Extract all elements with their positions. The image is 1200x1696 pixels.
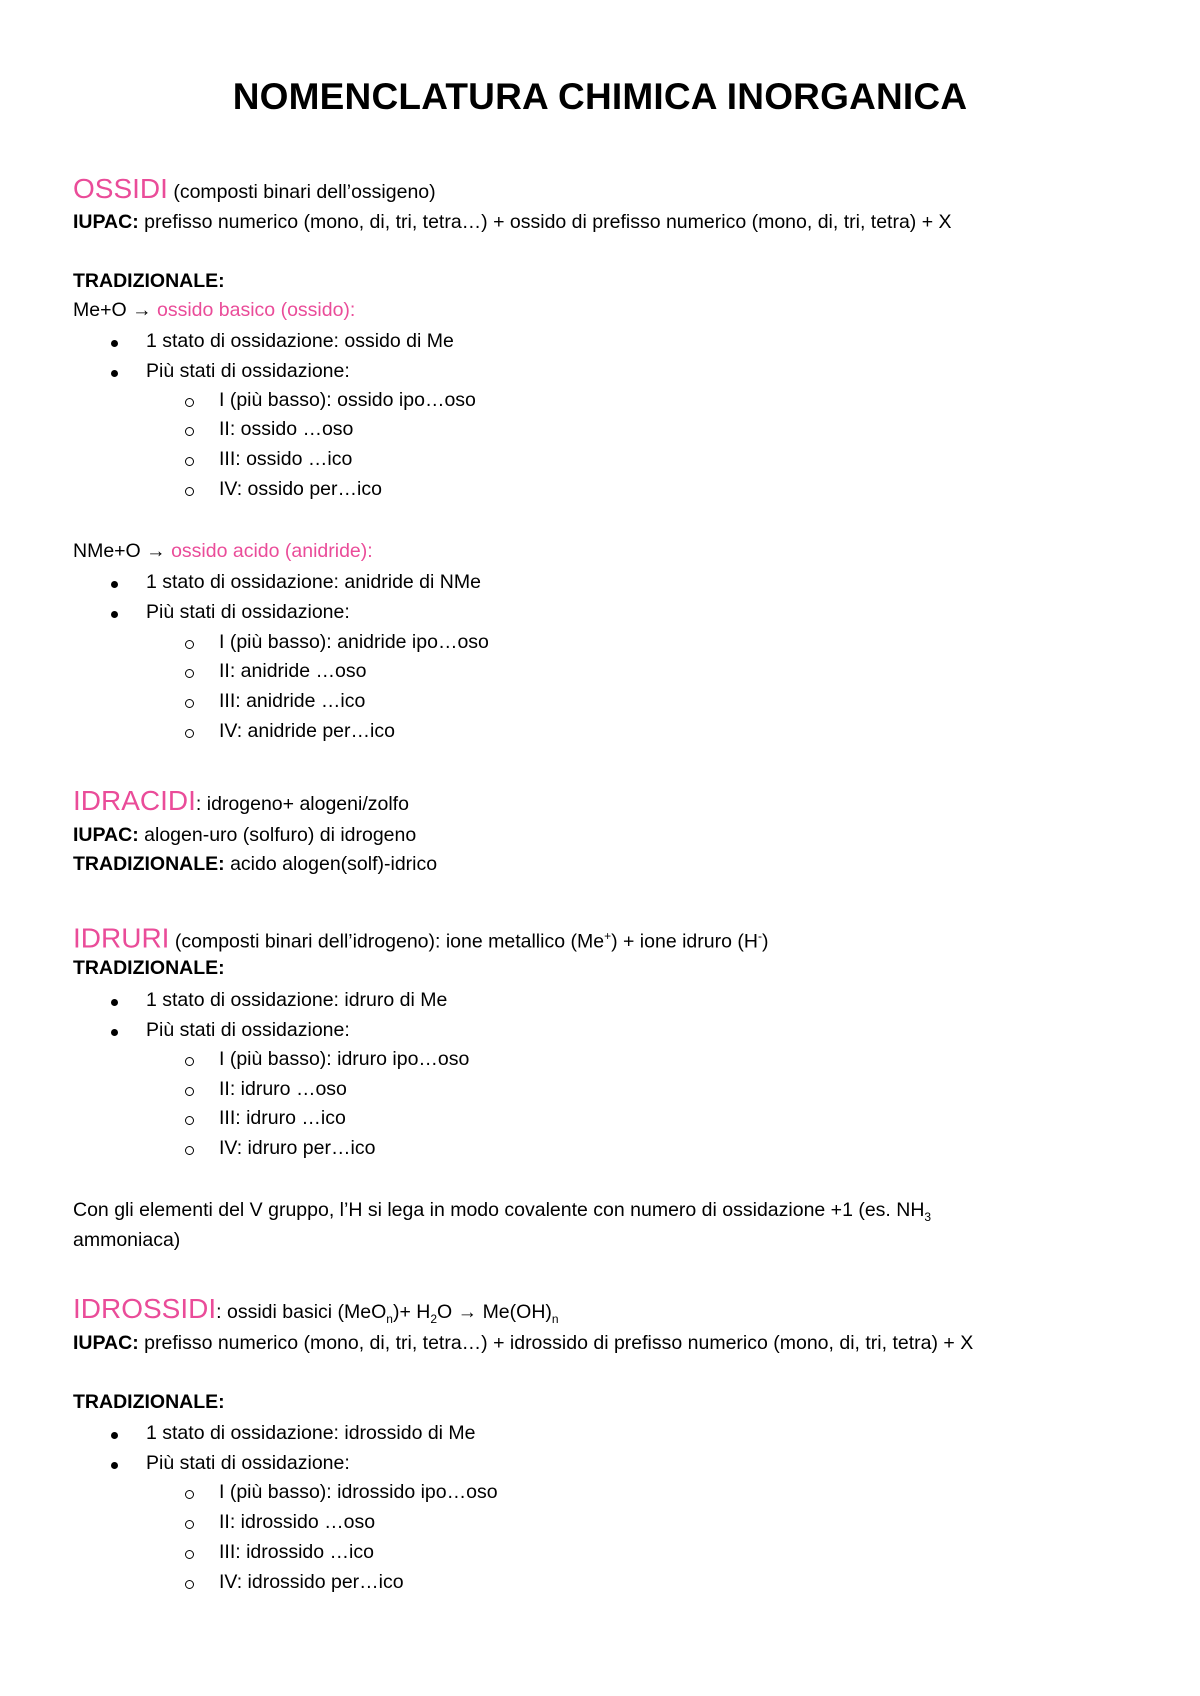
sub-list-item: IV: anidride per…ico	[219, 720, 395, 742]
sub-bullet-icon	[185, 640, 194, 649]
idracidi-subtitle: : idrogeno+ alogeni/zolfo	[195, 793, 409, 815]
bullet-icon	[111, 370, 118, 377]
sub-bullet-icon	[185, 669, 194, 678]
idrossidi-sub-c: O	[437, 1301, 453, 1323]
arrow-icon: →	[457, 1301, 478, 1323]
idracidi-iupac	[73, 823, 416, 847]
idrossidi-heading: IDROSSIDI	[73, 1293, 217, 1324]
sub-bullet-icon	[185, 487, 194, 496]
idrossidi-heading-line	[73, 1292, 559, 1336]
n-subscript: n	[386, 1311, 393, 1326]
acid-formula: NMe+O	[73, 540, 141, 562]
idruri-note-line-2: ammoniaca)	[73, 1229, 181, 1251]
sub-list-item: IV: idrossido per…ico	[219, 1571, 404, 1593]
idrossidi-iupac-text: prefisso numerico (mono, di, tri, tetra…) + idrossido di prefisso numerico (mono, di, tri, tetra) + X	[144, 1332, 974, 1354]
sub-list-item: III: ossido …ico	[219, 448, 353, 470]
sub-list-item: II: idruro …oso	[219, 1078, 347, 1100]
sub-list-item: III: anidride …ico	[219, 690, 366, 712]
plus-superscript: +	[604, 929, 612, 943]
ossidi-heading: OSSIDI	[73, 173, 168, 204]
sub-list-item: II: ossido …oso	[219, 418, 354, 440]
idrossidi-sub-b: )+ H	[392, 1301, 431, 1323]
ossidi-iupac-label: IUPAC:	[73, 211, 139, 233]
sub-list-item: IV: ossido per…ico	[219, 478, 382, 500]
list-item: 1 stato di ossidazione: idrossido di Me	[146, 1422, 476, 1444]
sub-bullet-icon	[185, 699, 194, 708]
sub-bullet-icon	[185, 427, 194, 436]
idruri-trad-label: TRADIZIONALE:	[73, 957, 225, 979]
idrossidi-sub-a: : ossidi basici (MeO	[216, 1301, 387, 1323]
basic-formula: Me+O	[73, 299, 127, 321]
page-title: NOMENCLATURA CHIMICA INORGANICA	[232, 76, 968, 117]
list-item: Più stati di ossidazione:	[146, 360, 350, 382]
sub-bullet-icon	[185, 1087, 194, 1096]
sub-list-item: IV: idruro per…ico	[219, 1137, 376, 1159]
list-item: Più stati di ossidazione:	[146, 601, 350, 623]
sub-bullet-icon	[185, 1580, 194, 1589]
list-item: Più stati di ossidazione:	[146, 1019, 350, 1041]
bullet-icon	[111, 611, 118, 618]
idrossidi-iupac-label: IUPAC:	[73, 1332, 139, 1354]
sub-list-item: II: idrossido …oso	[219, 1511, 376, 1533]
sub-list-item: II: anidride …oso	[219, 660, 367, 682]
idracidi-iupac-label: IUPAC:	[73, 824, 139, 846]
list-item: 1 stato di ossidazione: idruro di Me	[146, 989, 448, 1011]
idrossidi-sub-d: Me(OH)	[482, 1301, 552, 1323]
sub-list-item: I (più basso): ossido ipo…oso	[219, 389, 476, 411]
bullet-icon	[111, 1462, 118, 1469]
idruri-subtitle-c: )	[761, 930, 769, 953]
sub-bullet-icon	[185, 398, 194, 407]
list-item: Più stati di ossidazione:	[146, 1452, 350, 1474]
bullet-icon	[111, 1432, 118, 1439]
two-subscript: 2	[430, 1311, 438, 1326]
idruri-heading: IDRURI	[73, 922, 170, 954]
bullet-icon	[111, 581, 118, 588]
idracidi-iupac-text: alogen-uro (solfuro) di idrogeno	[144, 824, 417, 846]
idruri-note-a: Con gli elementi del V gruppo, l’H si lega in modo covalente con numero di ossidazione +1 (es. NH	[73, 1199, 925, 1221]
sub-list-item: I (più basso): idruro ipo…oso	[219, 1048, 470, 1070]
sub-bullet-icon	[185, 1550, 194, 1559]
sub-list-item: III: idrossido …ico	[219, 1541, 374, 1563]
idruri-subtitle-a: (composti binari dell’idrogeno): ione metallico (Me	[174, 930, 605, 953]
ossidi-subtitle: (composti binari dell’ossigeno)	[173, 181, 436, 203]
minus-superscript: -	[757, 929, 762, 943]
sub-bullet-icon	[185, 1520, 194, 1529]
ossidi-trad-label: TRADIZIONALE:	[73, 270, 225, 292]
arrow-icon: →	[132, 299, 152, 321]
sub-list-item: III: idruro …ico	[219, 1107, 346, 1129]
list-item: 1 stato di ossidazione: ossido di Me	[146, 330, 454, 352]
idracidi-heading-line	[73, 784, 409, 821]
idruri-subtitle-b: ) + ione idruro (H	[611, 930, 758, 953]
bullet-icon	[111, 1029, 118, 1036]
idracidi-trad-text: acido alogen(solf)-idrico	[230, 853, 438, 875]
idrossidi-trad-label: TRADIZIONALE:	[73, 1391, 225, 1413]
sub-bullet-icon	[185, 1490, 194, 1499]
basic-oxide-name: ossido basico (ossido):	[157, 299, 356, 321]
ossidi-iupac	[73, 210, 952, 234]
idracidi-heading: IDRACIDI	[73, 785, 196, 816]
idracidi-trad-label: TRADIZIONALE:	[73, 853, 225, 875]
sub-bullet-icon	[185, 1057, 194, 1066]
ossidi-acid-line	[73, 539, 373, 563]
idruri-heading-line	[73, 919, 768, 959]
nh3-subscript: 3	[924, 1209, 932, 1224]
acid-oxide-name: ossido acido (anidride):	[171, 540, 373, 562]
sub-list-item: I (più basso): anidride ipo…oso	[219, 631, 489, 653]
idracidi-trad	[73, 852, 437, 876]
idruri-note-line-1	[73, 1198, 931, 1229]
sub-bullet-icon	[185, 1146, 194, 1155]
idrossidi-iupac	[73, 1331, 973, 1355]
sub-bullet-icon	[185, 729, 194, 738]
n-subscript: n	[551, 1311, 559, 1326]
list-item: 1 stato di ossidazione: anidride di NMe	[146, 571, 481, 593]
arrow-icon: →	[146, 540, 166, 562]
sub-bullet-icon	[185, 1116, 194, 1125]
ossidi-basic-line	[73, 298, 355, 322]
ossidi-iupac-text: prefisso numerico (mono, di, tri, tetra…) + ossido di prefisso numerico (mono, di, tri, tetra) + X	[144, 211, 952, 233]
sub-list-item: I (più basso): idrossido ipo…oso	[219, 1481, 498, 1503]
bullet-icon	[111, 340, 118, 347]
ossidi-heading-line	[73, 172, 436, 209]
sub-bullet-icon	[185, 457, 194, 466]
bullet-icon	[111, 999, 118, 1006]
